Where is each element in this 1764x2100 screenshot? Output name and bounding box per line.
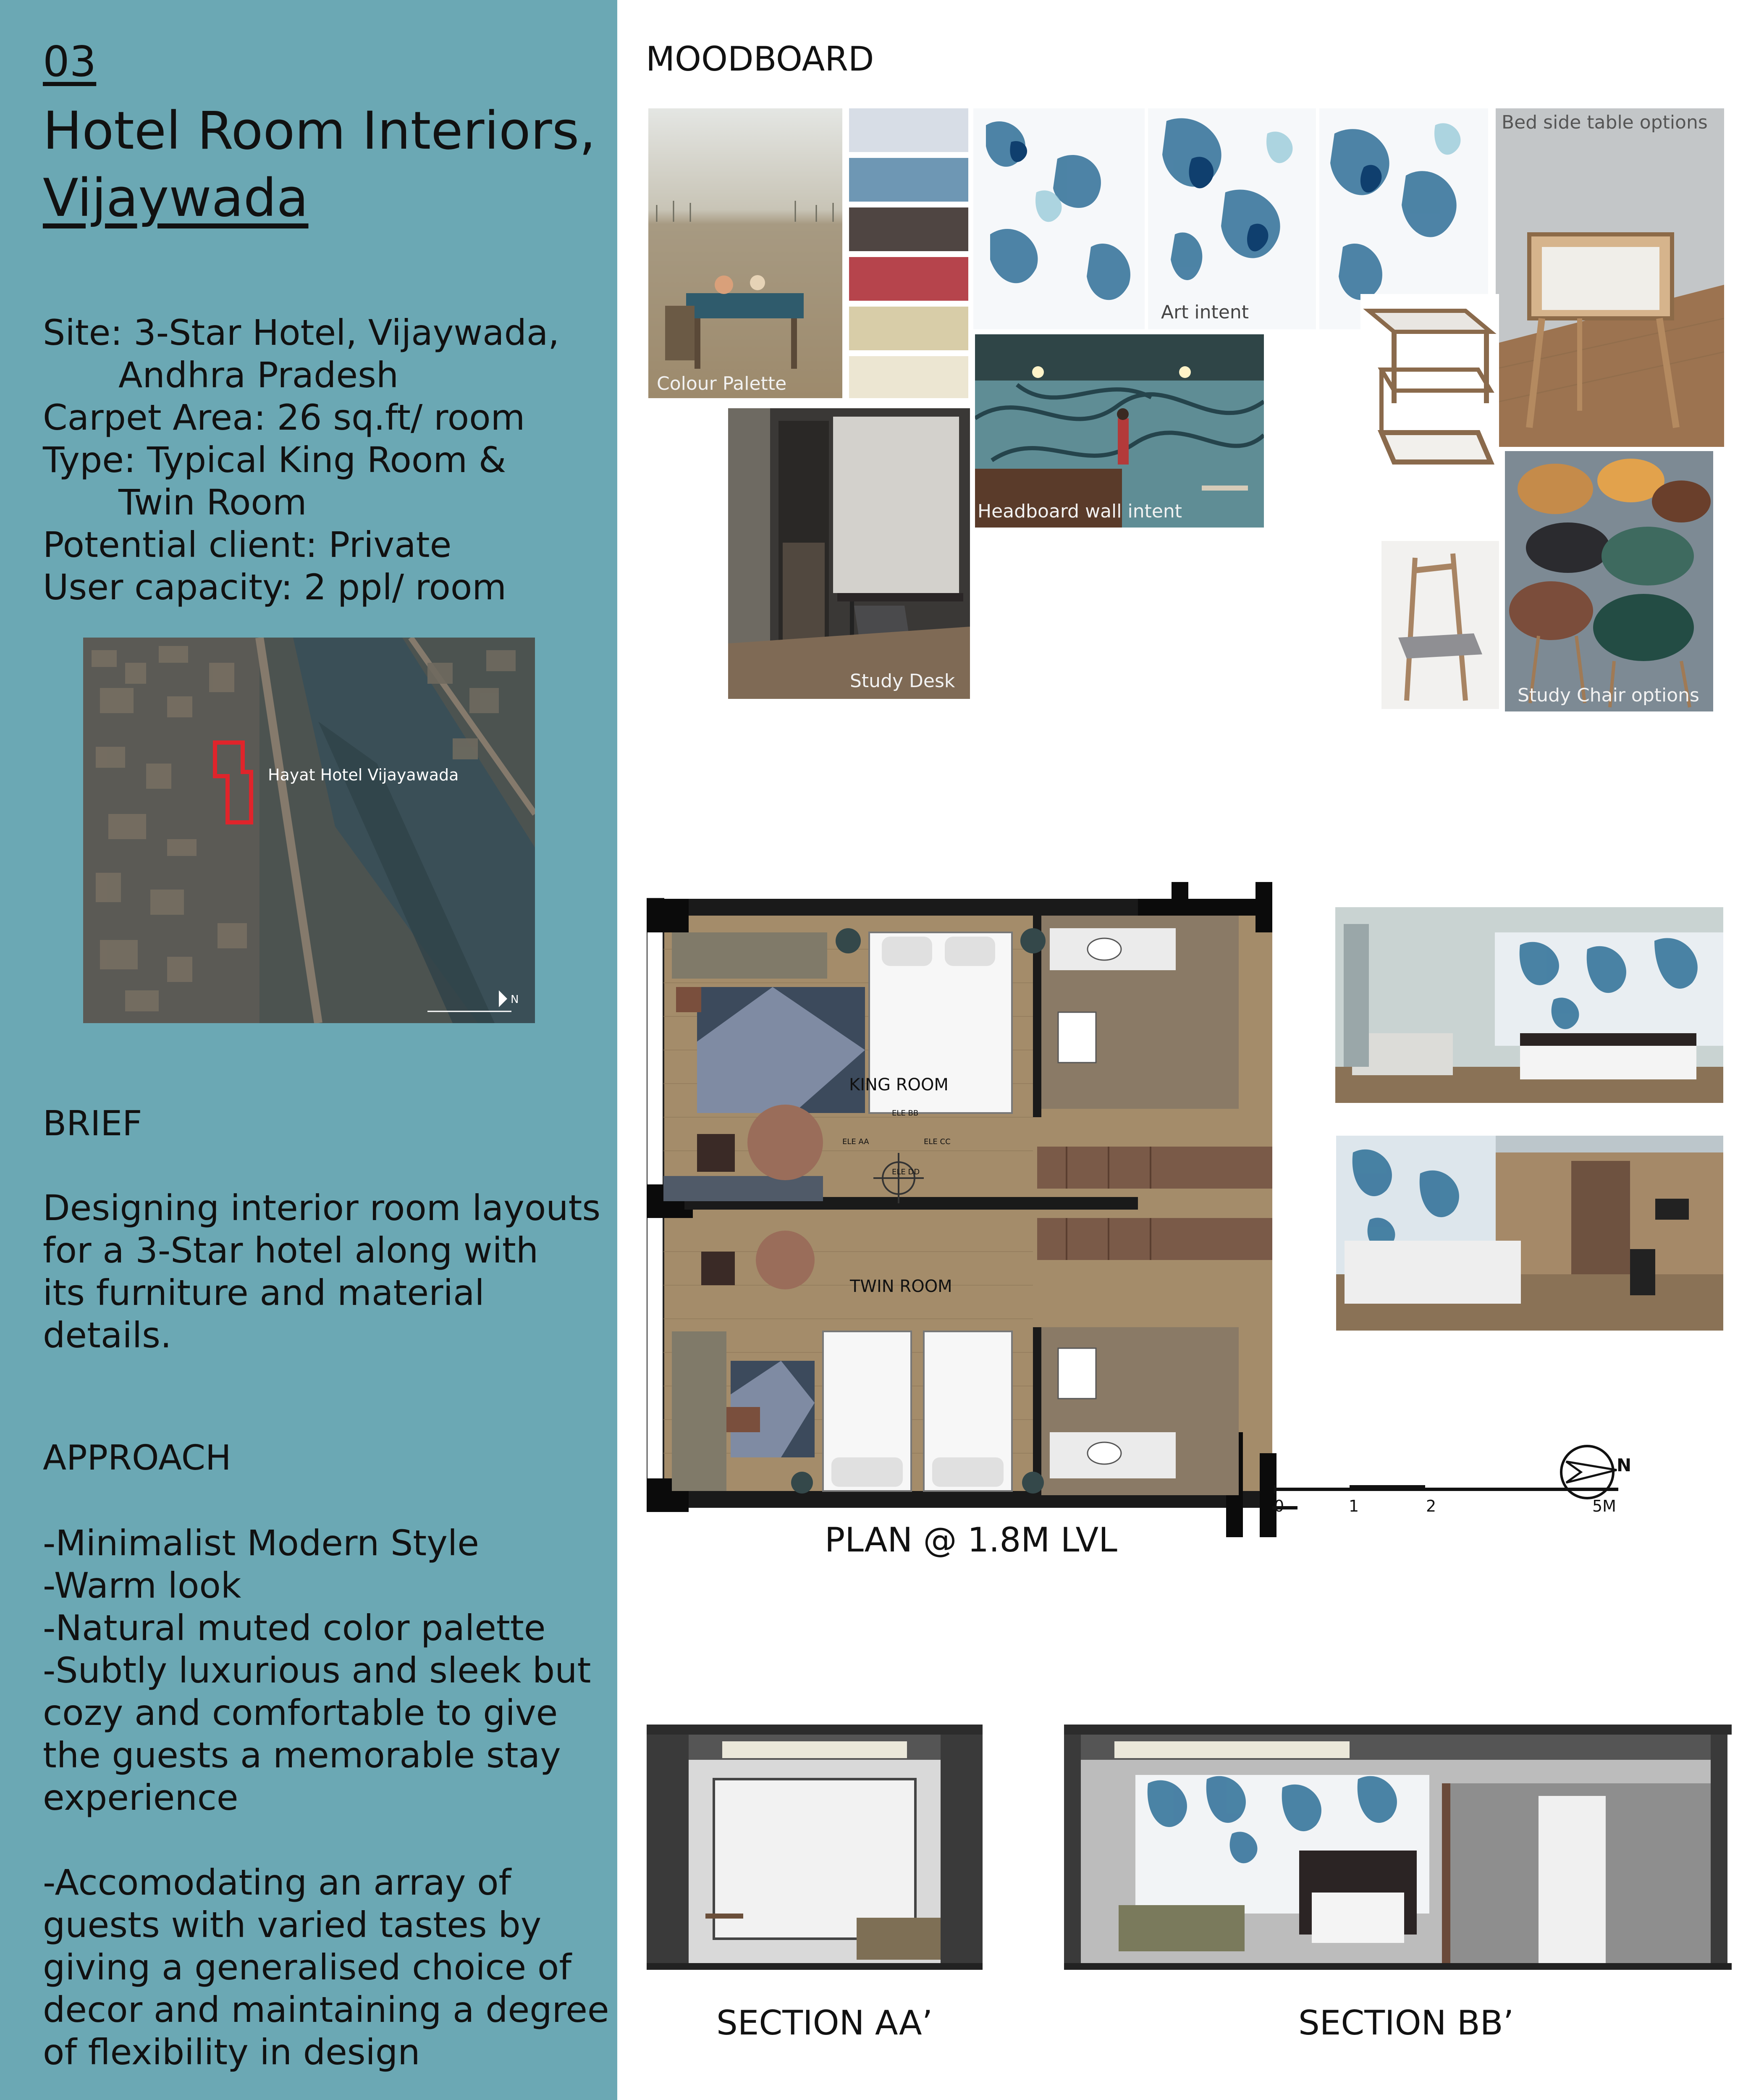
bedside-table-photo: [1496, 108, 1724, 447]
title-line-2: Vijaywada: [43, 168, 309, 228]
caption-bed-side: Bed side table options: [1502, 112, 1708, 133]
project-info: [43, 312, 559, 609]
approach-line: experience: [43, 1777, 239, 1818]
approach-heading: APPROACH: [43, 1438, 231, 1478]
swatch: [849, 207, 968, 251]
room-type-cont: Twin Room: [118, 482, 307, 523]
title-line-1: Hotel Room Interiors,: [43, 101, 596, 161]
project-number: 03: [43, 37, 97, 86]
section-aa-label: SECTION AA’: [716, 2003, 933, 2042]
brief-line: for a 3-Star hotel along with: [43, 1230, 539, 1271]
king-room-label: KING ROOM: [849, 1075, 949, 1095]
scale-0: 0: [1274, 1497, 1284, 1515]
swatch: [849, 257, 968, 301]
ele-dd: ELE DD: [892, 1168, 920, 1176]
site-label: Site: 3-Star Hotel, Vijaywada,: [43, 312, 560, 353]
section-aa-drawing: [647, 1725, 987, 1977]
swatch: [849, 356, 968, 398]
swatch: [849, 108, 968, 152]
colour-palette-photo: [648, 108, 842, 398]
colour-swatches: [849, 108, 968, 398]
moodboard-title: MOODBOARD: [646, 39, 874, 79]
brief-line: Designing interior room layouts: [43, 1187, 601, 1228]
caption-study-chair: Study Chair options: [1518, 685, 1699, 706]
section-bb-drawing: [1064, 1725, 1732, 1977]
ele-cc: ELE CC: [924, 1137, 951, 1146]
scale-5m: 5M: [1592, 1497, 1616, 1515]
section-bb-label: SECTION BB’: [1298, 2003, 1514, 2042]
carpet-area: Carpet Area: 26 sq.ft/ room: [43, 397, 525, 438]
floor-plan: [647, 874, 1297, 1537]
twin-room-label: TWIN ROOM: [850, 1277, 952, 1296]
client: Potential client: Private: [43, 524, 452, 565]
caption-art-intent: Art intent: [1161, 302, 1249, 323]
north-arrow-icon: [1558, 1441, 1633, 1504]
approach-line: decor and maintaining a degree: [43, 1989, 609, 2030]
approach-line: -Warm look: [43, 1565, 241, 1606]
map-north: N: [511, 993, 519, 1006]
map-label: Hayat Hotel Vijayawada: [268, 766, 459, 784]
approach-line: cozy and comfortable to give: [43, 1692, 558, 1733]
ele-aa: ELE AA: [842, 1137, 869, 1146]
caption-study-desk: Study Desk: [850, 670, 955, 692]
headboard-wall-photo: [975, 334, 1264, 528]
approach-line: giving a generalised choice of: [43, 1947, 571, 1988]
approach-line: -Accomodating an array of: [43, 1862, 511, 1903]
render-king-room: [1335, 907, 1723, 1103]
caption-headboard: Headboard wall intent: [978, 501, 1182, 522]
north-label: N: [1617, 1455, 1632, 1475]
approach-line: of flexibility in design: [43, 2032, 420, 2073]
scale-1: 1: [1349, 1497, 1359, 1515]
scale-2: 2: [1426, 1497, 1436, 1515]
project-title: [43, 97, 596, 232]
ele-bb: ELE BB: [892, 1109, 919, 1118]
approach-line: -Minimalist Modern Style: [43, 1522, 479, 1564]
swatch: [849, 307, 968, 350]
approach-line: the guests a memorable stay: [43, 1735, 561, 1776]
brief-line: details.: [43, 1315, 172, 1356]
approach-line: -Subtly luxurious and sleek but: [43, 1650, 591, 1691]
room-type: Type: Typical King Room &: [43, 439, 506, 480]
capacity: User capacity: 2 ppl/ room: [43, 567, 507, 608]
swatch: [849, 158, 968, 202]
approach-line: guests with varied tastes by: [43, 1904, 542, 1945]
approach-text: [43, 1522, 609, 2100]
brief-line: its furniture and material: [43, 1272, 485, 1313]
study-chair-photo: [1381, 541, 1499, 709]
brief-heading: BRIEF: [43, 1104, 142, 1144]
brief-text: [43, 1187, 600, 1357]
sidebar: [0, 0, 617, 2100]
bedside-table-2: [1360, 294, 1499, 483]
plan-caption: PLAN @ 1.8M LVL: [825, 1520, 1117, 1559]
study-desk-photo: [728, 408, 970, 699]
site-map: [83, 638, 535, 1023]
caption-colour-palette: Colour Palette: [657, 373, 787, 394]
approach-line: -Natural muted color palette: [43, 1607, 546, 1648]
render-twin-room: [1336, 1136, 1723, 1331]
study-chair-options-photo: [1505, 451, 1713, 711]
site-cont: Andhra Pradesh: [118, 354, 399, 396]
